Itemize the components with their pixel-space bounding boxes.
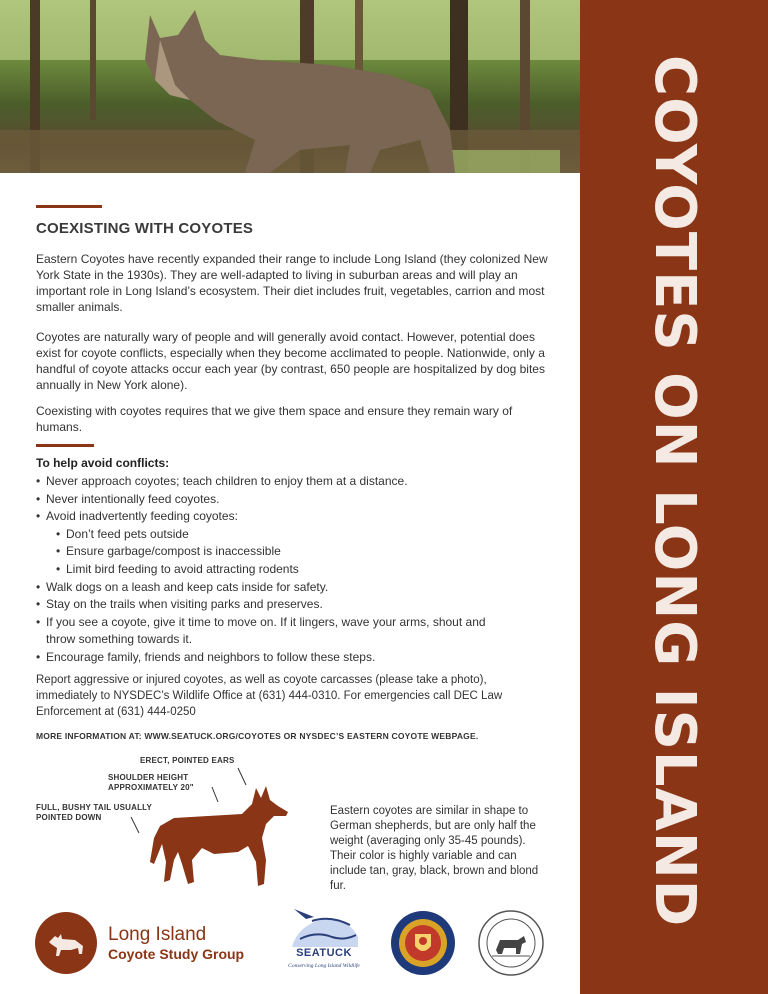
nassau-county-seal <box>390 910 456 976</box>
tips-list <box>36 473 506 667</box>
tips-rule <box>36 444 94 447</box>
study-group-name-line2: Coyote Study Group <box>108 946 245 962</box>
side-title: COYOTES ON LONG ISLAND <box>642 55 707 928</box>
report-paragraph: Report aggressive or injured coyotes, as well as coyote carcasses (please take a photo), immediately to NYSDEC’s Wildlife Office at (631) 444-0310. For emergencies call DEC Law Enforcement at (631) 444-0250 <box>36 674 503 718</box>
intro-paragraph: Eastern Coyotes have recently expanded their range to include Long Island (they colonized New York State in the 1930s). They are well-adapted to living in suburban areas and will play an important role in Long Island’s ecosystem. Their diet includes fruit, vegetables, carrion and most smaller animals. <box>36 252 548 314</box>
list-item: • Ensure garbage/compost is inaccessible <box>56 543 506 561</box>
list-item: • Never intentionally feed coyotes. <box>36 491 506 509</box>
heading-rule <box>36 205 102 208</box>
more-info-link-text: MORE INFORMATION AT: WWW.SEATUCK.ORG/COYOTES OR NYSDEC’S EASTERN COYOTE WEBPAGE. <box>36 731 479 741</box>
coyote-silhouette <box>148 782 298 892</box>
coexisting-paragraph: Coexisting with coyotes requires that we give them space and ensure they remain wary of humans. <box>36 404 513 434</box>
list-item: • Limit bird feeding to avoid attracting rodents <box>56 561 506 579</box>
list-item: • Encourage family, friends and neighbors to follow these steps. <box>36 649 506 667</box>
list-item: • Walk dogs on a leash and keep cats inside for safety. <box>36 579 506 597</box>
list-item: • Never approach coyotes; teach children to enjoy them at a distance. <box>36 473 506 491</box>
section-title: COEXISTING WITH COYOTES <box>36 220 254 237</box>
seatuck-name: SEATUCK <box>296 947 352 959</box>
list-item: • If you see a coyote, give it time to move on. If it lingers, wave your arms, shout and throw something towards it. <box>36 614 506 649</box>
size-description: Eastern coyotes are similar in shape to German shepherds, but are only half the weight (averaging only 35-45 pounds). Their color is highly variable and can include tan, gray, black, brown and blond fur. <box>330 805 539 892</box>
tips-heading: To help avoid conflicts: <box>36 456 170 470</box>
list-item: • Stay on the trails when visiting parks and preserves. <box>36 596 506 614</box>
seatuck-logo-icon <box>284 905 364 950</box>
shoulder-label: SHOULDER HEIGHT APPROXIMATELY 20" <box>108 773 194 792</box>
list-item: • Don’t feed pets outside <box>56 526 506 544</box>
ears-label: ERECT, POINTED EARS <box>140 756 235 765</box>
wariness-paragraph: Coyotes are naturally wary of people and will generally avoid contact. However, potential does exist for coyote conflicts, especially when they become acclimated to people. Nationwide, only a handful of coyote attacks occur each year (by contrast, 650 people are hospitalized by dog bites annually in New York alone). <box>36 330 545 392</box>
seatuck-tagline: Conserving Long Island Wildlife <box>288 963 360 969</box>
tail-label: FULL, BUSHY TAIL USUALLY POINTED DOWN <box>36 803 152 822</box>
study-group-name-line1: Long Island <box>108 924 207 945</box>
list-item: • Avoid inadvertently feeding coyotes: <box>36 508 506 526</box>
suffolk-county-seal <box>478 910 544 976</box>
coyote-study-group-logo <box>35 912 97 974</box>
coyote-photo <box>0 0 580 173</box>
